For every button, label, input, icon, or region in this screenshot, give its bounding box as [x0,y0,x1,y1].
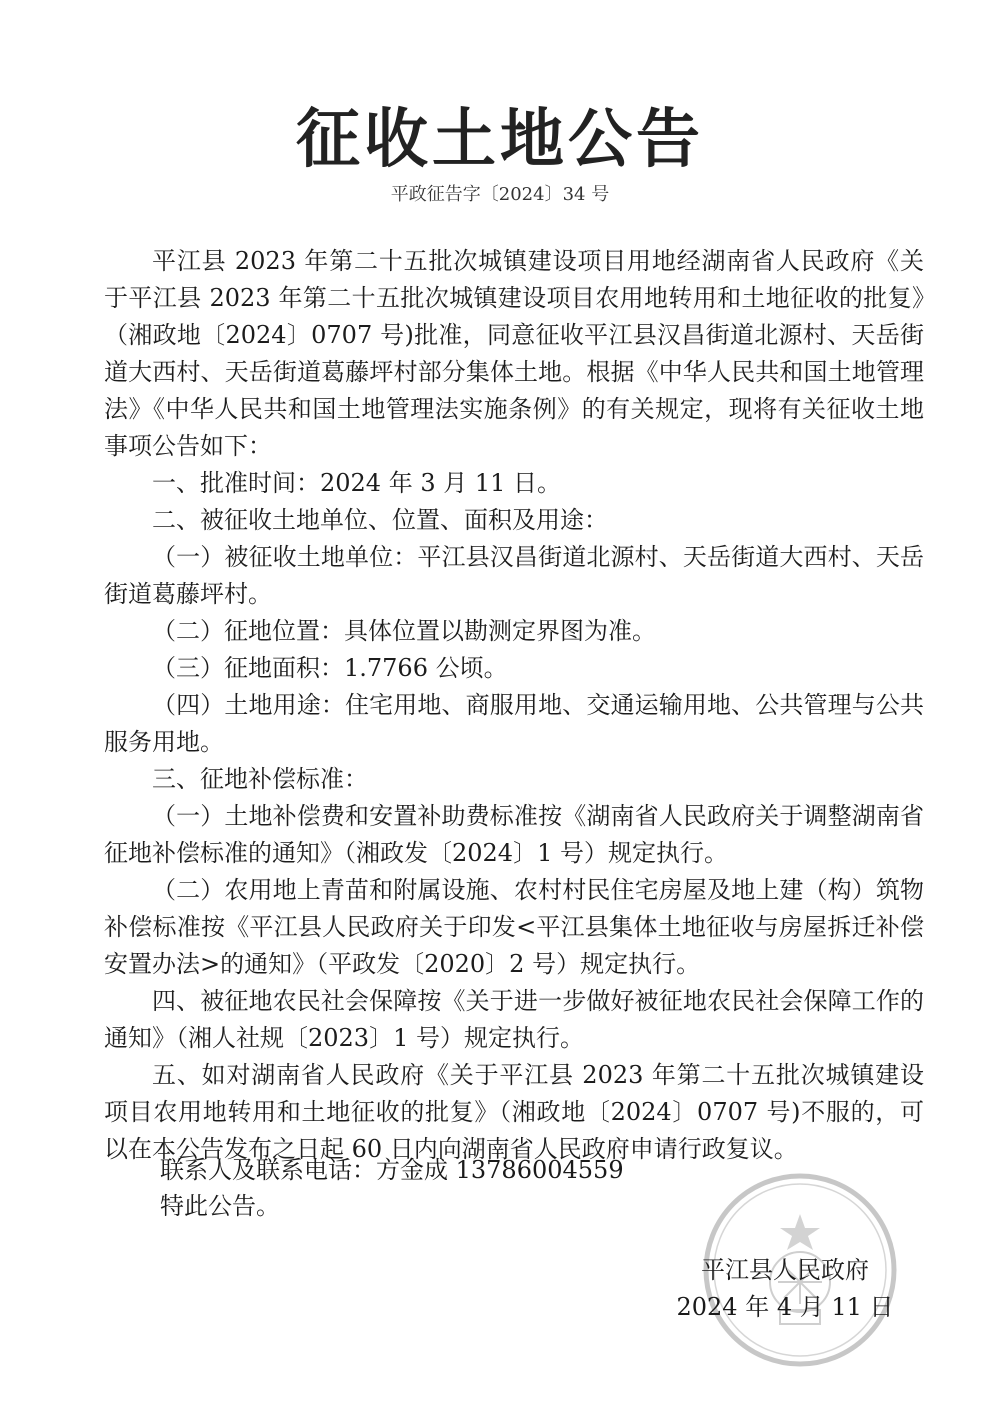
closing-text: 特此公告。 [160,1192,280,1220]
land-units: （一）被征收土地单位：平江县汉昌街道北源村、天岳街道大西村、天岳街道葛藤坪村。 [104,543,924,608]
signature-block [665,1252,905,1326]
compensation-standard-1: （一）土地补偿费和安置补助费标准按《湖南省人民政府关于调整湖南省征地补偿标准的通知》（湘政发〔2024〕1 号）规定执行。 [104,802,924,867]
intro-paragraph: 平江县 2023 年第二十五批次城镇建设项目用地经湖南省人民政府《关于平江县 2023 年第二十五批次城镇建设项目农用地转用和土地征收的批复》（湘政地〔2024〕0707 号)批准，同意征收平江县汉昌街道北源村、天岳街道大西村、天岳街道葛藤坪村部分集体土地。根据《中华人民共和国土地管理法》《中华人民共和国土地管理法实施条例》的有关规定，现将有关征收土地事项公告如下： [104,247,924,460]
page-title: 征收土地公告 [296,103,704,177]
section-heading-land-info: 二、被征收土地单位、位置、面积及用途： [152,506,608,534]
land-location: （二）征地位置：具体位置以勘测定界图为准。 [152,617,656,645]
land-area: （三）征地面积：1.7766 公顷。 [152,654,508,682]
contact-info: 联系人及联系电话：方金成 13786004559 [160,1156,624,1184]
administrative-review: 五、如对湖南省人民政府《关于平江县 2023 年第二十五批次城镇建设项目农用地转用和土地征收的批复》（湘政地〔2024〕0707 号)不服的，可以在本公告发布之日起 60 日内向湖南省人民政府申请行政复议。 [104,1061,924,1163]
compensation-standard-2: （二）农用地上青苗和附属设施、农村村民住宅房屋及地上建（构）筑物补偿标准按《平江县人民政府关于印发<平江县集体土地征收与房屋拆迁补偿安置办法>的通知》（平政发〔2020〕2 号）规定执行。 [104,876,924,978]
document-number: 平政征告字〔2024〕34 号 [390,184,610,205]
announcement-body [104,243,924,1168]
signer-date: 2024 年 4 月 11 日 [676,1293,894,1321]
section-heading-compensation: 三、征地补偿标准： [152,765,368,793]
land-use: （四）土地用途：住宅用地、商服用地、交通运输用地、公共管理与公共服务用地。 [104,691,924,756]
approval-time: 一、批准时间：2024 年 3 月 11 日。 [152,469,562,497]
signer-org: 平江县人民政府 [701,1256,869,1284]
social-security: 四、被征地农民社会保障按《关于进一步做好被征地农民社会保障工作的通知》（湘人社规〔2023〕1 号）规定执行。 [104,987,924,1052]
